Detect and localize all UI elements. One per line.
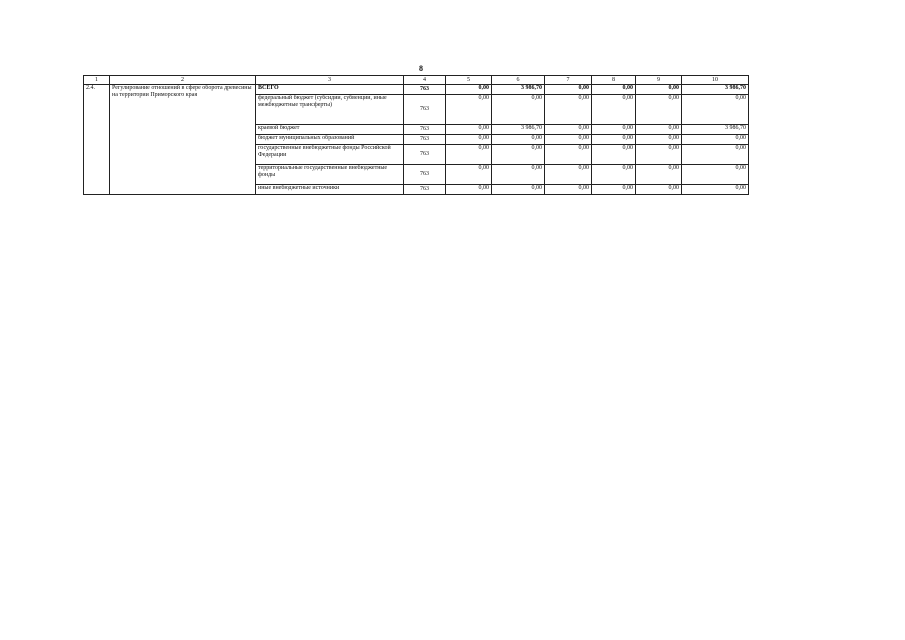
value-cell: 0,00 — [446, 135, 492, 145]
column-header: 5 — [446, 76, 492, 85]
value-cell: 0,00 — [636, 95, 682, 125]
column-header: 6 — [492, 76, 545, 85]
value-cell: 0,00 — [682, 185, 749, 195]
value-cell: 0,00 — [636, 165, 682, 185]
grbs-code: 763 — [404, 185, 446, 195]
column-header: 8 — [592, 76, 636, 85]
value-cell: 0,00 — [682, 145, 749, 165]
column-header: 4 — [404, 76, 446, 85]
column-header: 2 — [110, 76, 256, 85]
budget-table — [83, 75, 749, 195]
grbs-code: 763 — [404, 145, 446, 165]
value-cell: 0,00 — [592, 125, 636, 135]
value-cell: 0,00 — [492, 185, 545, 195]
grbs-code: 763 — [404, 135, 446, 145]
value-cell: 0,00 — [592, 165, 636, 185]
value-cell: 0,00 — [592, 145, 636, 165]
funding-source: краевой бюджет — [256, 125, 404, 135]
column-header: 3 — [256, 76, 404, 85]
column-header: 1 — [84, 76, 110, 85]
funding-source: федеральный бюджет (субсидии, субвенции, иные межбюджетные трансферты) — [256, 95, 404, 125]
value-cell: 0,00 — [446, 85, 492, 95]
value-cell: 0,00 — [545, 95, 592, 125]
value-cell: 0,00 — [446, 95, 492, 125]
funding-source: государственные внебюджетные фонды Российской Федерации — [256, 145, 404, 165]
value-cell: 0,00 — [545, 85, 592, 95]
value-cell: 0,00 — [592, 85, 636, 95]
value-cell: 0,00 — [682, 165, 749, 185]
value-cell: 0,00 — [446, 125, 492, 135]
value-cell: 0,00 — [446, 185, 492, 195]
column-header-row — [84, 76, 749, 85]
funding-source: бюджет муниципальных образований — [256, 135, 404, 145]
value-cell: 0,00 — [682, 135, 749, 145]
item-code: 2.4. — [84, 85, 110, 195]
value-cell: 0,00 — [636, 85, 682, 95]
value-cell: 3 986,70 — [682, 125, 749, 135]
value-cell: 0,00 — [545, 125, 592, 135]
value-cell: 0,00 — [636, 185, 682, 195]
value-cell: 0,00 — [545, 145, 592, 165]
value-cell: 0,00 — [446, 165, 492, 185]
grbs-code: 763 — [404, 95, 446, 125]
value-cell: 0,00 — [636, 125, 682, 135]
value-cell: 3 986,70 — [492, 85, 545, 95]
value-cell: 0,00 — [446, 145, 492, 165]
value-cell: 0,00 — [545, 135, 592, 145]
value-cell: 0,00 — [492, 135, 545, 145]
value-cell: 0,00 — [545, 185, 592, 195]
value-cell: 0,00 — [592, 135, 636, 145]
funding-source: территориальные государственные внебюджетные фонды — [256, 165, 404, 185]
column-header: 10 — [682, 76, 749, 85]
value-cell: 0,00 — [492, 165, 545, 185]
column-header: 7 — [545, 76, 592, 85]
value-cell: 0,00 — [682, 95, 749, 125]
grbs-code: 763 — [404, 85, 446, 95]
column-header: 9 — [636, 76, 682, 85]
value-cell: 0,00 — [492, 145, 545, 165]
item-name: Регулирование отношений в сфере оборота древесины на территории Приморского края — [110, 85, 256, 195]
value-cell: 0,00 — [545, 165, 592, 185]
value-cell: 0,00 — [592, 95, 636, 125]
value-cell: 0,00 — [492, 95, 545, 125]
table-row-total — [84, 85, 749, 95]
value-cell: 0,00 — [636, 145, 682, 165]
page-number: 8 — [419, 64, 423, 73]
funding-source: ВСЕГО — [256, 85, 404, 95]
value-cell: 3 986,70 — [682, 85, 749, 95]
grbs-code: 763 — [404, 165, 446, 185]
value-cell: 0,00 — [636, 135, 682, 145]
funding-source: иные внебюджетные источники — [256, 185, 404, 195]
value-cell: 0,00 — [592, 185, 636, 195]
value-cell: 3 986,70 — [492, 125, 545, 135]
grbs-code: 763 — [404, 125, 446, 135]
